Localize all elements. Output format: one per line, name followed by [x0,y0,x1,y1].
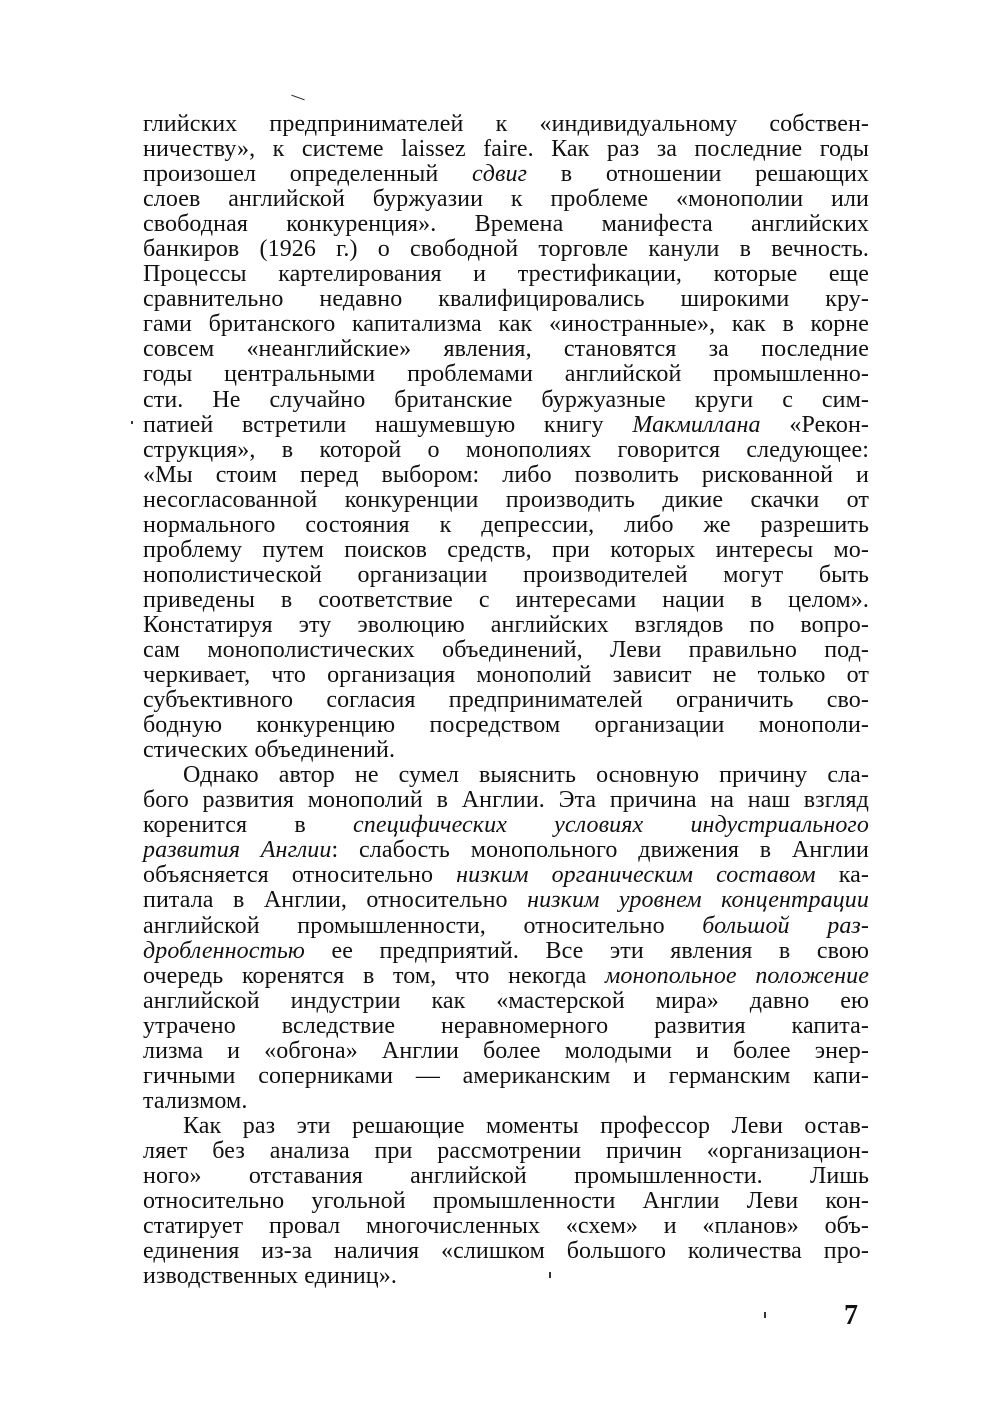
text-segment: объясняется относительно [143,862,457,889]
text-line [143,212,869,237]
text-line [143,989,869,1014]
text-segment: свободная конкуренция». Времена манифеста английских [143,211,869,238]
text-segment: патией встретили нашумевшую книгу [143,411,633,438]
text-line [143,1139,869,1164]
italic-segment: сдвиг [471,161,528,188]
text-line [143,738,869,763]
text-line [143,287,869,312]
text-segment: лизма и «обгона» Англии более молодыми и более энер- [143,1037,869,1064]
text-segment: годы центральными проблемами английской промышленно- [143,361,869,388]
text-segment: стических объединений. [143,737,396,764]
text-line [143,588,869,613]
text-line [143,438,869,463]
page-number: 7 [844,1300,858,1331]
text-line [143,688,869,713]
text-segment: утрачено вследствие неравномерного развития капита- [143,1012,869,1039]
text-line [143,112,869,137]
text-segment: нополистической организации производителей могут быть [143,561,869,588]
text-segment: сам монополистических объединений, Леви правильно под- [143,636,869,663]
text-line [143,939,869,964]
text-line [143,513,869,538]
scan-artifact [764,1312,766,1318]
text-line [143,838,869,863]
text-segment: проблему путем поисков средств, при которых интересы мо- [143,536,869,563]
text-segment: бодную конкуренцию посредством организации монополи- [143,712,869,739]
text-line [143,337,869,362]
text-line [143,813,869,838]
text-segment: субъективного согласия предпринимателей ограничить сво- [143,687,869,714]
text-line [143,1264,869,1289]
text-line [143,162,869,187]
text-segment: приведены в соответствие с интересами нации в целом». [143,586,869,613]
italic-segment: низким органическим составом [456,862,816,889]
text-segment: статирует провал многочисленных «схем» и «планов» объ- [143,1213,869,1240]
text-segment: ного» отставания английской промышленности. Лишь [143,1162,869,1189]
text-segment: Процессы картелирования и трестификации, которые еще [143,261,869,288]
text-segment: относительно угольной промышленности Англии Леви кон- [143,1188,869,1215]
text-line [143,1064,869,1089]
text-line [143,788,869,813]
text-segment: черкивает, что организация монополий зависит не только от [143,662,869,689]
text-segment: совсем «неанглийские» явления, становятся за последние [143,336,869,363]
text-segment: английской индустрии как «мастерской мира» давно ею [143,987,869,1014]
italic-segment: Макмиллана [632,411,761,438]
text-line [143,863,869,888]
text-segment: питала в Англии, относительно [143,887,528,914]
italic-segment: развития Англии [143,837,332,864]
text-segment: Констатируя эту эволюцию английских взглядов по вопро- [143,611,869,638]
text-line [143,488,869,513]
text-segment: Как раз эти решающие моменты профессор Леви остав- [183,1112,869,1139]
text-line [143,1164,869,1189]
text-segment: банкиров (1926 г.) о свободной торговле канули в вечность. [143,236,869,263]
text-line [143,1214,869,1239]
text-line [143,1014,869,1039]
text-line [143,538,869,563]
italic-segment: большой раз- [702,912,869,939]
text-line [143,1189,869,1214]
text-segment: Однако автор не сумел выяснить основную причину сла- [183,762,869,789]
text-line [143,663,869,688]
text-segment: ка- [815,862,870,889]
text-segment: «Мы стоим перед выбором: либо позволить рискованной и [143,461,869,488]
text-line [143,312,869,337]
scan-artifact [549,1272,551,1278]
text-segment: «Рекон- [760,411,870,438]
text-line [143,1039,869,1064]
text-line [143,1114,869,1139]
text-segment: сти. Не случайно британские буржуазные круги с сим- [143,386,869,413]
text-segment: бого развития монополий в Англии. Эта причина на наш взгляд [143,787,869,814]
text-segment: : слабость монопольного движения в Англии [331,837,869,864]
text-segment: очередь коренятся в том, что некогда [143,962,605,989]
text-segment: единения из-за наличия «слишком большого количества про- [143,1238,869,1265]
text-segment: английской промышленности, относительно [143,912,703,939]
text-segment: несогласованной конкуренции производить дикие скачки от [143,486,869,513]
text-segment: слоев английской буржуазии к проблеме «монополии или [143,186,869,213]
scan-artifact [291,95,304,101]
text-segment: нормального состояния к депрессии, либо же разрешить [143,511,869,538]
text-segment: гичными соперниками — американским и германским капи- [143,1062,869,1089]
italic-segment: низким уровнем концентрации [527,887,869,914]
body-text [143,112,869,1289]
text-line [143,463,869,488]
italic-segment: специфических условиях индустриального [353,812,869,839]
text-segment: глийских предпринимателей к «индивидуальному собствен- [143,111,869,137]
italic-segment: монопольное положение [605,962,870,989]
text-segment: гами британского капитализма как «иностранные», как в корне [143,311,869,338]
text-line [143,388,869,413]
text-line [143,713,869,738]
text-segment: ляет без анализа при рассмотрении причин «организацион- [143,1137,869,1164]
text-line [143,914,869,939]
text-segment: тализмом. [143,1087,248,1114]
italic-segment: дробленностью [143,937,305,964]
text-line [143,613,869,638]
text-line [143,1239,869,1264]
text-line [143,262,869,287]
text-line [143,413,869,438]
text-line [143,362,869,387]
text-segment: изводственных единиц». [143,1263,397,1290]
scan-artifact [131,421,133,424]
text-line [143,137,869,162]
text-segment: ничеству», к системе laissez faire. Как раз за последние годы [143,136,869,163]
text-line [143,187,869,212]
text-line [143,964,869,989]
text-line [143,638,869,663]
text-segment: струкция», в которой о монополиях говорится следующее: [143,436,869,463]
text-segment: коренится в [143,812,353,839]
text-line [143,1089,869,1114]
text-line [143,763,869,788]
text-line [143,888,869,913]
text-line [143,563,869,588]
text-line [143,237,869,262]
text-segment: произошел определенный [143,161,472,188]
text-segment: ее предприятий. Все эти явления в свою [304,937,869,964]
text-segment: сравнительно недавно квалифицировались широкими кру- [143,286,869,313]
text-segment: в отношении решающих [527,161,869,188]
